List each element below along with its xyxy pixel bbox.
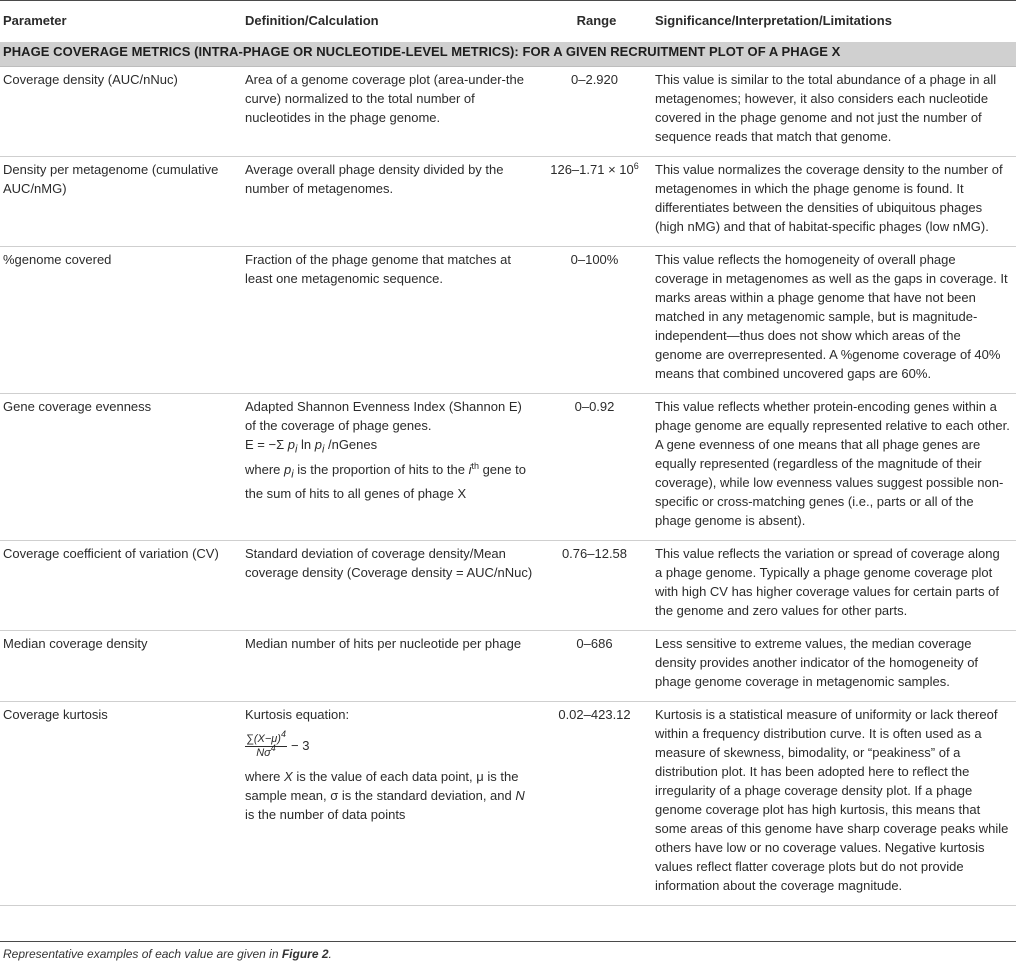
row-range: 0.76–12.58 [540,541,653,631]
row-definition: Standard deviation of coverage density/Mean coverage density (Coverage density = AUC/nNuc) [245,541,540,631]
row-range: 0.02–423.12 [540,702,653,906]
row-range: 0–2.920 [540,67,653,157]
row-range: 0–100% [540,247,653,394]
header-significance: Significance/Interpretation/Limitations [653,1,1016,41]
table-row [0,247,1016,394]
row-definition: Fraction of the phage genome that matches at least one metagenomic sequence. [245,247,540,394]
range-exponent: 6 [633,161,639,171]
range-base: 126–1.71 × 10 [550,162,634,177]
table-row [0,702,1016,906]
row-parameter: Coverage density (AUC/nNuc) [0,67,245,157]
kurtosis-formula: $\frac{\sum(X-\mu)^4}{N\sigma^4}$ − 3 [246,729,310,759]
row-significance: This value normalizes the coverage density to the number of metagenomes in which the phage genome is found. It differentiates between the densities of ubiquitous phages (high nMG) and that of habitat-specific phages (low nMG). [653,157,1016,247]
section-row [0,41,1016,67]
header-range: Range [540,1,653,41]
row-range: 0–0.92 [540,394,653,541]
row-parameter: Coverage kurtosis [0,702,245,906]
figure-reference[interactable]: Figure 2 [281,947,329,961]
row-definition: Average overall phage density divided by the number of metagenomes. [245,157,540,247]
row-definition [245,702,540,906]
table-row [0,157,1016,247]
header-parameter: Parameter [0,1,245,41]
table-bottom-rule [0,941,1016,942]
header-row [0,1,1016,41]
header-definition: Definition/Calculation [245,1,540,41]
definition-text: Kurtosis equation: [245,707,350,722]
row-parameter: Median coverage density [0,631,245,702]
row-significance: This value reflects the variation or spread of coverage along a phage genome. Typically a phage genome coverage plot with high CV has higher coverage values for certain parts of the genome and zero values for other parts. [653,541,1016,631]
row-significance: Less sensitive to extreme values, the median coverage density provides another indicator of the homogeneity of phage genome coverage in metagenomic samples. [653,631,1016,702]
row-significance: This value is similar to the total abundance of a phage in all metagenomes; however, it also considers each nucleotide covered in the phage genome and not just the number of sequence reads that match that genome. [653,67,1016,157]
formula-explanation: where $p_i$ is the proportion of hits to the $i^{th}$ gene to the sum of hits to all genes of phage X [245,460,526,502]
row-parameter: Coverage coefficient of variation (CV) [0,541,245,631]
row-range: 0–686 [540,631,653,702]
shannon-formula: E = −Σ $p_i$ $\ln p_i$ /nGenes [245,437,378,456]
row-parameter: Gene coverage evenness [0,394,245,541]
table-row [0,67,1016,157]
section-title: PHAGE COVERAGE METRICS (INTRA-PHAGE OR NUCLEOTIDE-LEVEL METRICS): FOR A GIVEN RECRUITMENT PLOT OF A PHAGE X [0,41,1016,67]
row-significance: This value reflects the homogeneity of overall phage coverage in metagenomes as well as the gaps in coverage. It marks areas within a phage genome that have not been matched in any metagenomic sample, but is magnitude-independent—thus does not show which areas of the genome are overrepresented. A %genome coverage of 40% means that combined uncovered gaps are 60%. [653,247,1016,394]
row-significance: This value reflects whether protein-encoding genes within a phage genome are equally represented relative to each other. A gene evenness of one means that all phage genes are equally represented (regardless of the magnitude of their coverage), while low evenness values suggest possible non-specific or cross-matching genes (i.e., parts or all of the phage genome is absent). [653,394,1016,541]
definition-text: Adapted Shannon Evenness Index (Shannon E) of the coverage of phage genes. [245,399,522,433]
row-parameter: %genome covered [0,247,245,394]
row-definition: Median number of hits per nucleotide per phage [245,631,540,702]
row-definition: Area of a genome coverage plot (area-under-the curve) normalized to the total number of nucleotides in the phage genome. [245,67,540,157]
row-definition [245,394,540,541]
formula-explanation: where X is the value of each data point, μ is the sample mean, σ is the standard deviation, and N is the number of data points [245,769,525,822]
table-row [0,541,1016,631]
row-significance: Kurtosis is a statistical measure of uniformity or lack thereof within a frequency distribution curve. It is often used as a measure of skewness, bimodality, or “peakiness” of a distribution plot. It has been adopted here to reflect the irregularity of a phage coverage density plot. If a phage genome coverage plot has high kurtosis, this means that some areas of this genome have sharp coverage peaks while others have low or no coverage values. Negative kurtosis values reflect flatter coverage plots but do not provide information about the coverage magnitude. [653,702,1016,906]
table-row [0,631,1016,702]
row-parameter: Density per metagenome (cumulative AUC/nMG) [0,157,245,247]
table-footnote: Representative examples of each value are given in Figure 2. [3,947,332,961]
table-row [0,394,1016,541]
row-range [540,157,653,247]
